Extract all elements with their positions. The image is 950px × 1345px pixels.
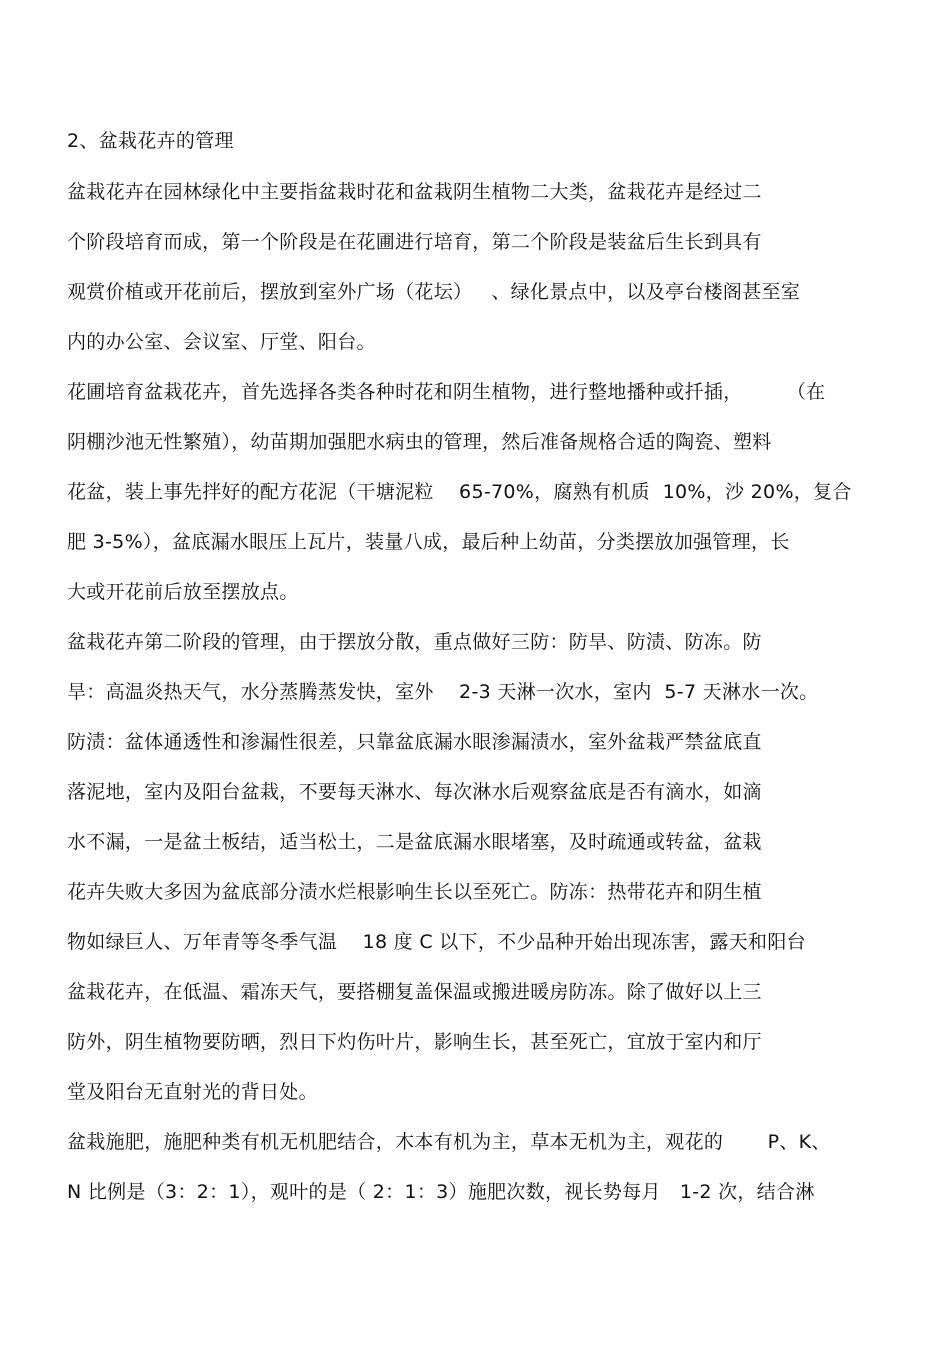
text-line: 水不漏，一是盆土板结，适当松土，二是盆底漏水眼堵塞，及时疏通或转盆，盆栽 — [67, 831, 762, 853]
text-line: 花卉失败大多因为盆底部分渍水烂根影响生长以至死亡。防冻：热带花卉和阴生植 — [67, 881, 762, 903]
text-line: 盆栽花卉在园林绿化中主要指盆栽时花和盆栽阴生植物二大类，盆栽花卉是经过二 — [67, 181, 762, 203]
text-line: 物如绿巨人、万年青等冬季气温 18 度 C 以下，不少品种开始出现冻害，露天和阳台 — [67, 931, 806, 953]
text-line: 内的办公室、会议室、厅堂、阳台。 — [67, 331, 376, 353]
text-line: 堂及阳台无直射光的背日处。 — [67, 1081, 318, 1103]
text-line: 盆栽花卉第二阶段的管理，由于摆放分散，重点做好三防：防旱、防渍、防冻。防 — [67, 631, 762, 653]
text-line: 阴棚沙池无性繁殖），幼苗期加强肥水病虫的管理，然后准备规格合适的陶瓷、塑料 — [67, 431, 772, 453]
section-heading: 2、盆栽花卉的管理 — [67, 130, 234, 152]
text-line: 花圃培育盆栽花卉，首先选择各类各种时花和阴生植物，进行整地播种或扦插， （在 — [67, 381, 826, 403]
text-line: 大或开花前后放至摆放点。 — [67, 581, 299, 603]
text-line: 个阶段培育而成，第一个阶段是在花圃进行培育，第二个阶段是装盆后生长到具有 — [67, 231, 762, 253]
text-line: 落泥地，室内及阳台盆栽，不要每天淋水、每次淋水后观察盆底是否有滴水，如滴 — [67, 781, 762, 803]
text-line: 防外，阴生植物要防晒，烈日下灼伤叶片，影响生长，甚至死亡，宜放于室内和厅 — [67, 1031, 762, 1053]
text-line: 盆栽施肥，施肥种类有机无机肥结合，木本有机为主，草本无机为主，观花的 P、K、 — [67, 1131, 831, 1153]
text-line: 花盆，装上事先拌好的配方花泥（干塘泥粒 65-70%，腐熟有机质 10%，沙 20%，复合 — [67, 481, 852, 503]
text-line: 盆栽花卉，在低温、霜冻天气，要搭棚复盖保温或搬进暖房防冻。除了做好以上三 — [67, 981, 762, 1003]
text-line: 防渍：盆体通透性和渗漏性很差，只靠盆底漏水眼渗漏渍水，室外盆栽严禁盆底直 — [67, 731, 762, 753]
text-line: N 比例是（3：2：1），观叶的是（ 2：1：3）施肥次数，视长势每月 1-2 次，结合淋 — [67, 1181, 815, 1203]
text-line: 旱：高温炎热天气，水分蒸腾蒸发快，室外 2-3 天淋一次水，室内 5-7 天淋水一次。 — [67, 681, 819, 703]
text-line: 观赏价植或开花前后，摆放到室外广场（花坛） 、绿化景点中，以及亭台楼阁甚至室 — [67, 281, 801, 303]
text-line: 肥 3-5%），盆底漏水眼压上瓦片，装量八成，最后种上幼苗，分类摆放加强管理，长 — [67, 531, 790, 553]
